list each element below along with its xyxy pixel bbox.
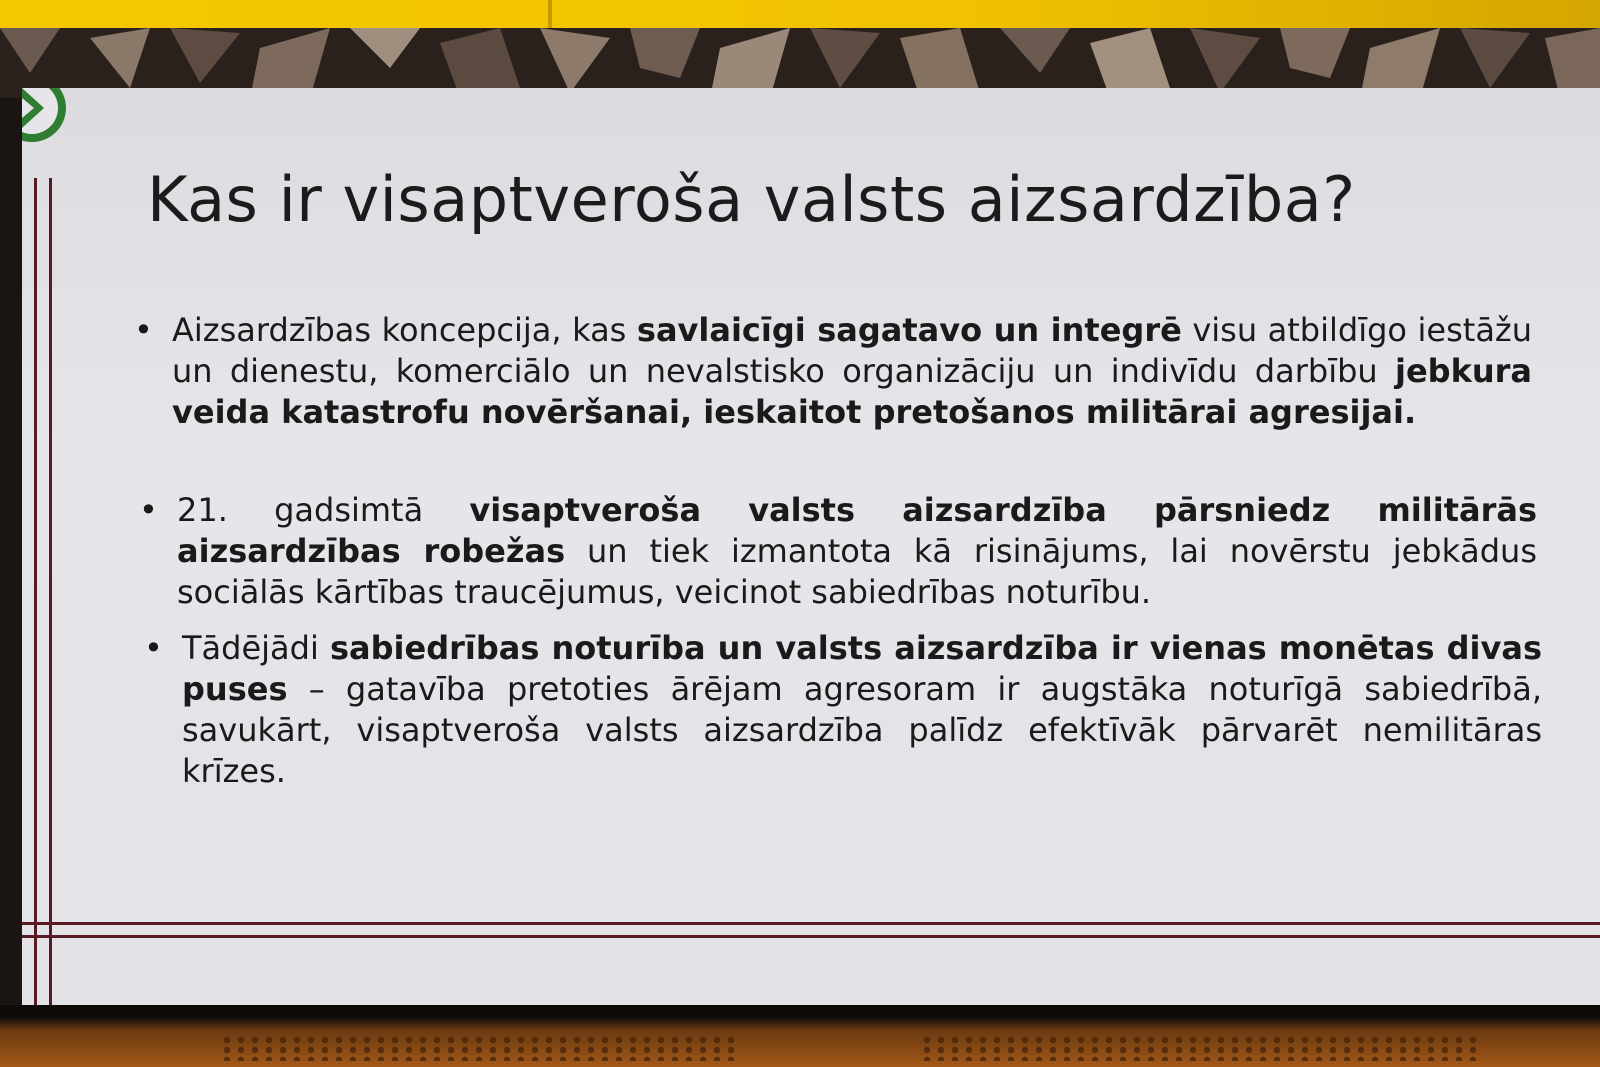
bullet-text: un tiek izmantota kā risinājums, lai novērstu jebkādus sociālās kārtības traucējumus, veicinot sabiedrības noturību. xyxy=(177,532,1538,611)
bullet-text-bold: sabiedrības noturība un valsts aizsardzība ir vienas monētas divas puses xyxy=(182,629,1543,708)
bullet-text: – gatavība pretoties ārējam agresoram ir augstāka noturīgā sabiedrībā, savukārt, visaptveroša valsts aizsardzība palīdz efektīvāk pārvarēt nemilitāras krīzes. xyxy=(182,670,1542,790)
frame-line-vertical-2 xyxy=(49,178,52,1006)
bullet-text-bold: jebkura veida katastrofu novēršanai, ieskaitot pretošanos militārai agresijai. xyxy=(172,352,1532,431)
frame-line-horizontal-2 xyxy=(22,935,1600,938)
bottom-panel xyxy=(0,1005,1600,1067)
bullet-1 xyxy=(134,310,1533,433)
bullet-text-bold: savlaicīgi sagatavo un integrē xyxy=(636,311,1182,349)
bullet-marker: • xyxy=(139,491,158,529)
bullet-text: Aizsardzības koncepcija, kas xyxy=(172,311,637,349)
wall-seam xyxy=(548,0,552,28)
bullet-marker: • xyxy=(134,311,153,349)
bullet-marker: • xyxy=(144,629,163,667)
bullet-text: visu atbildīgo iestāžu un dienestu, komerciālo un nevalstisko organizāciju un indivīdu darbību xyxy=(172,311,1533,390)
slide-title: Kas ir visaptveroša valsts aizsardzība? xyxy=(147,163,1356,236)
frame-line-horizontal-1 xyxy=(22,922,1600,925)
bottom-perforation xyxy=(920,1035,1480,1061)
bullet-3 xyxy=(144,628,1543,792)
bullet-text: Tādējādi xyxy=(182,629,330,667)
bullet-text: 21. gadsimtā xyxy=(177,491,470,529)
bullet-2 xyxy=(139,490,1538,613)
bottom-perforation xyxy=(220,1035,740,1061)
bullet-text-bold: visaptveroša valsts aizsardzība pārsniedz militārās aizsardzības robežas xyxy=(177,491,1537,570)
defence-emblem-icon xyxy=(22,88,82,186)
yellow-wall-strip xyxy=(0,0,1600,28)
frame-line-vertical-1 xyxy=(34,178,37,1006)
presentation-slide xyxy=(22,88,1600,1006)
